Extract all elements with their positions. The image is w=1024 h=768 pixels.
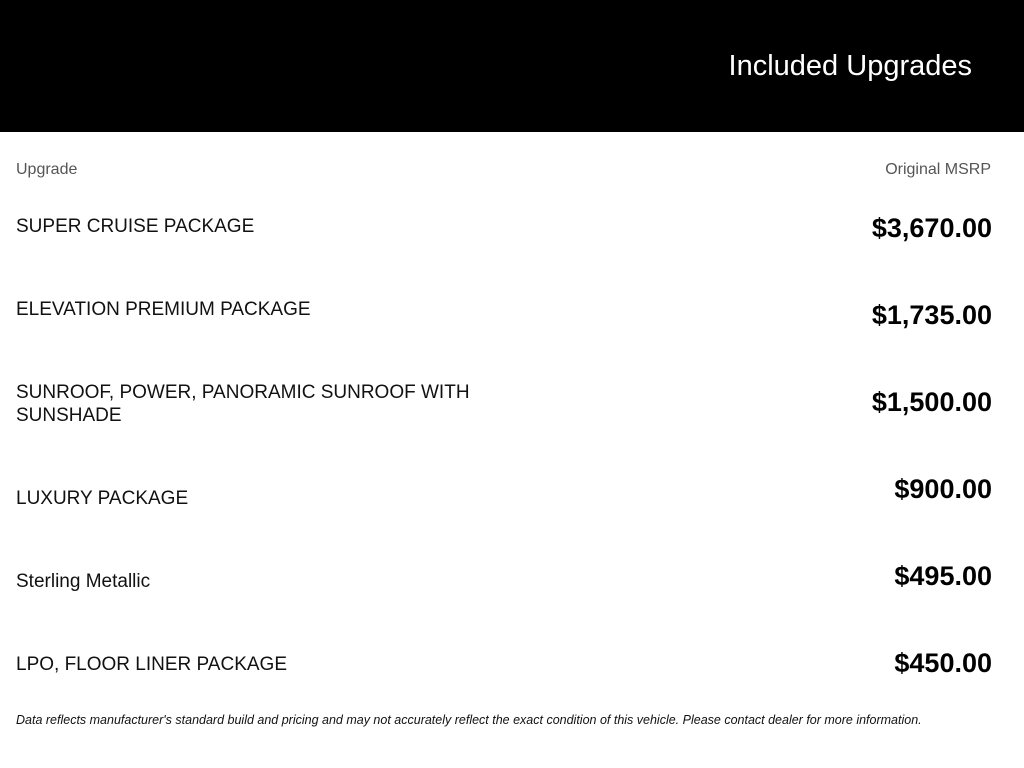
upgrade-name: LUXURY PACKAGE [16,488,189,509]
upgrade-column-header: Upgrade [16,161,78,178]
list-item [0,204,1024,291]
page-title: Included Upgrades [728,50,972,82]
upgrade-name: SUPER CRUISE PACKAGE [16,216,255,237]
upgrade-price: $3,670.00 [871,213,992,243]
upgrade-name: ELEVATION PREMIUM PACKAGE [16,299,311,320]
disclaimer-text: Data reflects manufacturer's standard build and pricing and may not accurately reflect the exact condition of this vehicle. Please contact dealer for more information. [16,713,922,727]
upgrade-name: LPO, FLOOR LINER PACKAGE [16,654,288,675]
upgrade-price: $900.00 [894,474,992,504]
upgrade-price: $1,735.00 [871,300,992,330]
list-item [0,552,1024,639]
upgrade-name: Sterling Metallic [16,571,151,592]
upgrade-name: SUNROOF, POWER, PANORAMIC SUNROOF WITH SUNSHADE [16,382,470,426]
list-item [0,378,1024,465]
upgrade-price: $495.00 [894,561,992,591]
msrp-column-header: Original MSRP [885,161,991,178]
upgrade-price: $450.00 [894,648,992,678]
upgrade-price: $1,500.00 [871,387,992,417]
header-bar [0,0,1024,132]
upgrades-list [0,204,1024,726]
list-item [0,465,1024,552]
list-item [0,291,1024,378]
